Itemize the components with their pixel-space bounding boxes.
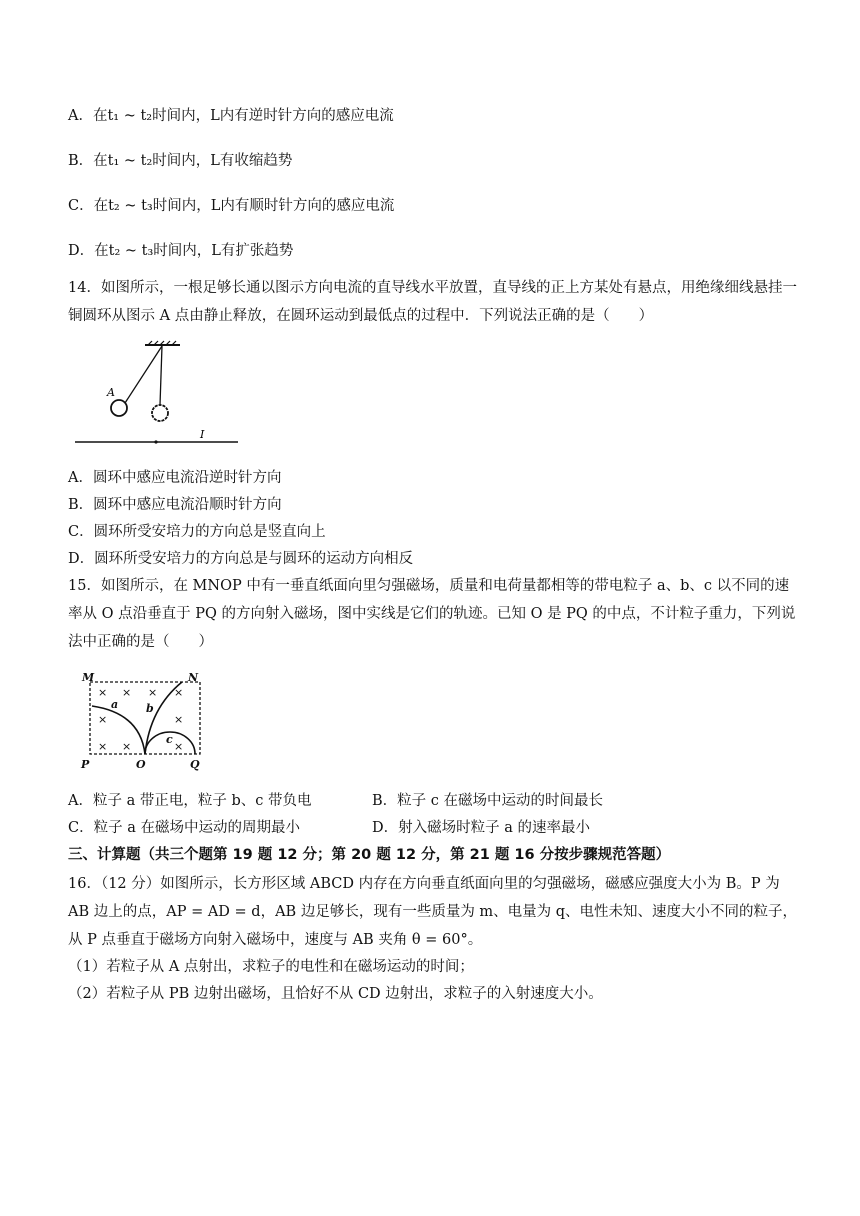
q13-option-d: D．在t₂ ~ t₃时间内，L有扩张趋势 [68, 243, 294, 259]
q15-cross: × [98, 740, 108, 753]
q15-cross: × [122, 686, 132, 699]
q15-cross: × [174, 713, 184, 726]
q15-stem: 15．如图所示，在 MNOP 中有一垂直纸面向里匀强磁场，质量和电荷量都相等的带电粒子 a、b、c 以不同的速率从 O 点沿垂直于 PQ 的方向射入磁场，图中实线是它们的轨迹。已知 O 是 PQ 的中点，不计粒子重力，下列说法中正确的是（ ） [68, 578, 796, 650]
q14-stem: 14．如图所示，一根足够长通以图示方向电流的直导线水平放置，直导线的正上方某处有悬点，用绝缘细线悬挂一铜圆环从图示 A 点由静止释放，在圆环运动到最低点的过程中．下列说法正确的是（ ） [68, 280, 797, 324]
q15-option-d: D．射入磁场时粒子 a 的速率最小 [372, 820, 590, 836]
q13-option-a: A．在t₁ ~ t₂时间内，L内有逆时针方向的感应电流 [68, 108, 394, 124]
q15-label-o: O [136, 758, 146, 771]
q15-label-m: M [82, 671, 95, 684]
q15-cross: × [174, 740, 184, 753]
q14-label-a: A [107, 386, 115, 399]
q14-label-i: I [200, 428, 205, 441]
q15-label-p: P [81, 758, 90, 771]
q15-label-b: b [146, 702, 154, 715]
q14-option-a: A．圆环中感应电流沿逆时针方向 [68, 470, 282, 486]
q15-figure [78, 668, 213, 773]
q15-label-c: c [166, 733, 173, 746]
q15-cross: × [98, 713, 108, 726]
q15-label-a: a [111, 698, 119, 711]
q15-option-b: B．粒子 c 在磁场中运动的时间最长 [372, 793, 603, 809]
q15-cross: × [122, 740, 132, 753]
q16-sub2: （2）若粒子从 PB 边射出磁场，且恰好不从 CD 边射出，求粒子的入射速度大小。 [68, 986, 603, 1002]
q15-cross: × [174, 686, 184, 699]
q14-option-b: B．圆环中感应电流沿顺时针方向 [68, 497, 282, 513]
q15-option-c: C．粒子 a 在磁场中运动的周期最小 [68, 820, 300, 836]
q15-cross: × [148, 686, 158, 699]
q14-figure [70, 340, 245, 450]
q13-option-c: C．在t₂ ~ t₃时间内，L内有顺时针方向的感应电流 [68, 198, 395, 214]
section-title: 三、计算题（共三个题第 19 题 12 分；第 20 题 12 分，第 21 题 16 分按步骤规范答题） [68, 847, 671, 863]
q15-option-a: A．粒子 a 带正电，粒子 b、c 带负电 [68, 793, 312, 809]
q15-cross: × [98, 686, 108, 699]
q15-label-n: N [188, 671, 199, 684]
q14-option-c: C．圆环所受安培力的方向总是竖直向上 [68, 524, 326, 540]
q16-stem: 16．（12 分）如图所示，长方形区域 ABCD 内存在方向垂直纸面向里的匀强磁场，磁感应强度大小为 B。P 为 AB 边上的点，AP = AD = d，AB 边足够长，现有一些质量为 m、电量为 q、电性未知、速度大小不同的粒子，从 P 点垂直于磁场方向射入磁场中，速度与 AB 夹角 θ = 60°。 [68, 876, 798, 948]
q15-label-q: Q [190, 758, 200, 771]
q16-sub1: （1）若粒子从 A 点射出，求粒子的电性和在磁场运动的时间； [68, 959, 474, 975]
q14-option-d: D．圆环所受安培力的方向总是与圆环的运动方向相反 [68, 551, 414, 567]
q13-option-b: B．在t₁ ~ t₂时间内，L有收缩趋势 [68, 153, 293, 169]
